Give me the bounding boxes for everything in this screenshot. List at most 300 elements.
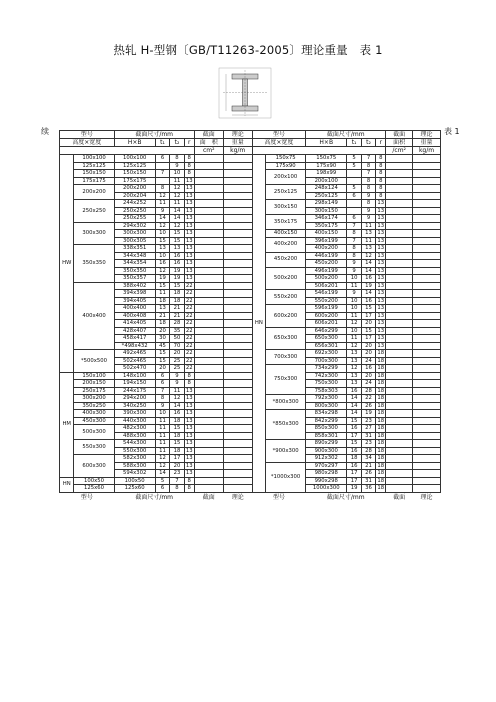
cell: 18 (377, 387, 385, 394)
cell: 26 (361, 402, 375, 410)
cell (194, 477, 223, 485)
cell (223, 372, 252, 380)
cell: 12 (155, 267, 169, 275)
cell (194, 380, 223, 388)
cell (386, 177, 413, 185)
cell: 10 (347, 305, 361, 313)
cell: 18 (377, 440, 385, 446)
cell: 18 (170, 290, 184, 298)
hb-cell: 100x50 (114, 477, 155, 485)
cell: 14 (347, 402, 361, 410)
cell: 20 (155, 365, 169, 373)
cell (413, 372, 441, 380)
cell: 11 (155, 200, 169, 208)
cell (413, 222, 441, 230)
model-cell: 700x300 (266, 350, 306, 365)
cell (413, 335, 441, 343)
cell (413, 170, 441, 178)
model-cell: 350x250 (74, 402, 114, 410)
hb-cell: 596x199 (306, 305, 347, 313)
cell (194, 185, 223, 193)
cell: 13 (377, 320, 385, 326)
hb-cell: 350x350 (114, 267, 155, 275)
cell: 22 (185, 290, 193, 296)
model-cell: 100x100 (74, 155, 114, 163)
cell (223, 245, 252, 253)
cell: 13 (155, 305, 169, 313)
hb-cell: 300x150 (306, 207, 347, 215)
table-row (60, 237, 441, 245)
cell: 13 (377, 267, 385, 274)
hb-cell: 428x407 (114, 327, 155, 335)
cell: 12 (170, 185, 184, 193)
table-row (60, 185, 441, 193)
model-cell: 250x175 (74, 387, 114, 395)
model-cell: 500x200 (266, 267, 306, 290)
cell: 6 (347, 215, 361, 223)
header-cell: kg/m (413, 147, 441, 155)
cell: 13 (170, 245, 184, 253)
cell: 20 (361, 372, 375, 380)
cell: 9 (170, 380, 184, 388)
cell (386, 342, 413, 350)
cell (413, 290, 441, 298)
cell: 24 (361, 380, 375, 388)
cell: 13 (185, 402, 193, 409)
cell (223, 305, 252, 313)
hb-cell: 388x402 (114, 282, 155, 290)
cell: 7 (361, 170, 375, 178)
cell: 8 (376, 162, 386, 170)
model-cell: 350x350 (74, 245, 114, 283)
cell (194, 395, 223, 403)
cell: 12 (170, 395, 184, 403)
cell: 18 (377, 402, 385, 409)
cell (194, 417, 223, 425)
hb-cell: 842x299 (306, 417, 347, 425)
cell (223, 260, 252, 268)
cell (386, 485, 413, 493)
hb-cell: 450x200 (306, 260, 347, 268)
cell (413, 395, 441, 403)
cell: 17 (361, 312, 375, 320)
table-row (60, 192, 441, 200)
cell: 15 (361, 327, 375, 335)
hb-cell: 396x199 (306, 237, 347, 245)
cell: 10 (347, 297, 361, 305)
cell (386, 357, 413, 365)
header-cell: kg/m (223, 147, 252, 155)
hb-cell: 198x99 (306, 170, 347, 178)
table-row (60, 290, 441, 298)
hb-cell: 390x300 (114, 410, 155, 418)
cell: 18 (377, 380, 385, 386)
cell: 10 (170, 170, 184, 178)
header-cell: 面积 (386, 139, 413, 147)
cell (413, 252, 441, 260)
cell: 13 (185, 267, 193, 274)
cell (386, 312, 413, 320)
cell (386, 477, 413, 485)
cell (347, 207, 361, 215)
cell: 11 (155, 290, 169, 298)
hb-cell: 125x60 (114, 485, 155, 493)
footer-cell: 理论 (413, 492, 441, 502)
footer-cell: 型号 (60, 492, 115, 502)
header-row (60, 147, 441, 155)
cell (194, 350, 223, 358)
model-cell: 250x125 (266, 185, 306, 200)
table-row (60, 297, 441, 305)
model-cell: 450x200 (266, 252, 306, 267)
cell (223, 470, 252, 478)
cell (386, 447, 413, 455)
table-row (60, 477, 441, 485)
cell (386, 185, 413, 193)
cell (194, 282, 223, 290)
cell: 13 (361, 245, 375, 253)
cell (413, 282, 441, 290)
cell: 6 (347, 192, 361, 200)
table-row (60, 162, 441, 170)
cell: 13 (185, 432, 193, 439)
cell (413, 477, 441, 485)
cell: 8 (184, 380, 194, 388)
cell: 18 (377, 447, 385, 454)
cell (223, 215, 252, 223)
cell: 8 (376, 192, 386, 200)
hb-cell: 970x297 (306, 462, 347, 470)
cell: 13 (185, 455, 193, 461)
cell: 14 (361, 290, 375, 298)
cell: 16 (170, 410, 184, 418)
cell (386, 387, 413, 395)
table-row (60, 200, 441, 208)
cell: 8 (376, 155, 386, 163)
cell (194, 455, 223, 463)
cell: 9 (347, 267, 361, 275)
page-title: 热轧 H-型钢〔GB/T11263-2005〕理论重量 表 1 (113, 43, 383, 57)
cell: 13 (377, 290, 385, 296)
cell (386, 462, 413, 470)
cell: 13 (185, 207, 193, 214)
cell: 15 (170, 425, 184, 433)
cell: 28 (361, 447, 375, 455)
cell (194, 237, 223, 245)
hb-cell: 200x200 (114, 185, 155, 193)
cell: 12 (347, 365, 361, 373)
cell: 8 (347, 252, 361, 260)
cell: 18 (170, 417, 184, 425)
hb-cell: 858x301 (306, 432, 347, 440)
model-cell: 750x300 (266, 365, 306, 395)
header-cell: t₁ (155, 139, 169, 147)
cell: 6 (155, 155, 169, 163)
hb-cell: 150x75 (306, 155, 347, 163)
cell: 16 (347, 425, 361, 433)
cell: 25 (170, 365, 184, 373)
cell: 11 (170, 387, 184, 395)
hb-cell: 294x200 (114, 395, 155, 403)
table-row (60, 432, 441, 440)
header-cell: 面 积 (194, 139, 223, 147)
cell: 18 (377, 462, 385, 469)
cell (413, 162, 441, 170)
cell (194, 200, 223, 208)
cell: 18 (170, 432, 184, 440)
cell (223, 432, 252, 440)
cell: 8 (184, 372, 194, 380)
cell: 22 (185, 365, 193, 371)
cell: 20 (361, 342, 375, 350)
cell: 19 (155, 275, 169, 283)
cell (194, 357, 223, 365)
cell: 12 (347, 320, 361, 328)
cell (413, 155, 441, 163)
cell: 22 (185, 342, 193, 349)
cell: 13 (185, 410, 193, 416)
model-cell: 150x75 (266, 155, 306, 163)
cell: 15 (170, 237, 184, 245)
cell: 11 (361, 222, 375, 230)
model-cell: 400x200 (266, 237, 306, 252)
series-label: HM (60, 372, 74, 477)
hb-cell: 400x200 (306, 245, 347, 253)
footer-cell: 截面尺寸/mm (114, 492, 194, 502)
hb-cell: 792x300 (306, 395, 347, 403)
cell: 8 (184, 162, 194, 170)
cell (194, 162, 223, 170)
cell: 26 (361, 470, 375, 478)
cell: 10 (155, 230, 169, 238)
cell: 13 (185, 200, 193, 206)
cell (386, 432, 413, 440)
cell: 45 (155, 342, 169, 350)
cell (223, 440, 252, 448)
cell: 16 (361, 275, 375, 283)
series-label: HN (60, 477, 74, 492)
cell: 18 (170, 297, 184, 305)
cell (194, 230, 223, 238)
table-row (60, 230, 441, 238)
cell (223, 402, 252, 410)
table-row (60, 365, 441, 373)
hb-cell: 300x300 (114, 230, 155, 238)
cell: 12 (155, 455, 169, 463)
cell: 15 (155, 350, 169, 358)
cell (413, 440, 441, 448)
model-cell: 125x60 (74, 485, 114, 493)
cell: 13 (185, 237, 193, 244)
table-row (60, 282, 441, 290)
cell: 11 (170, 200, 184, 208)
table-row (60, 485, 441, 493)
cell: 18 (155, 297, 169, 305)
cell (223, 447, 252, 455)
cell (386, 417, 413, 425)
hb-cell: 600x200 (306, 312, 347, 320)
hb-cell: 656x301 (306, 342, 347, 350)
cell (386, 252, 413, 260)
cell: 9 (347, 290, 361, 298)
hb-cell: 990x298 (306, 477, 347, 485)
model-cell: *850x300 (266, 410, 306, 440)
cell (194, 342, 223, 350)
cell (386, 170, 413, 178)
cell (223, 357, 252, 365)
cell (223, 282, 252, 290)
hb-cell: 148x100 (114, 372, 155, 380)
cell: 13 (347, 357, 361, 365)
cell: 17 (347, 432, 361, 440)
cell (155, 162, 169, 170)
header-cell: 重量 (223, 139, 252, 147)
cell: 13 (185, 260, 193, 266)
table-row (60, 387, 441, 395)
cell: 28 (170, 320, 184, 328)
cell (194, 222, 223, 230)
table-row (60, 335, 441, 343)
cell (413, 417, 441, 425)
header-cell: 高度×宽度 (252, 139, 305, 147)
cell: 22 (185, 320, 193, 326)
cell: 18 (347, 455, 361, 463)
cell: 17 (170, 455, 184, 463)
cell (194, 432, 223, 440)
model-cell: 550x300 (74, 440, 114, 455)
hb-cell: 482x300 (114, 425, 155, 433)
table-row (60, 177, 441, 185)
hb-cell: 646x299 (306, 327, 347, 335)
table-row (60, 380, 441, 388)
cell: 22 (185, 350, 193, 356)
weight-table (59, 130, 441, 502)
hb-cell: 244x175 (114, 387, 155, 395)
cell (386, 402, 413, 410)
header-row (60, 131, 441, 139)
cell: 24 (361, 357, 375, 365)
cell (223, 327, 252, 335)
cell: 20 (361, 320, 375, 328)
cell: 18 (377, 350, 385, 356)
hb-cell: 248x124 (306, 185, 347, 193)
cell (194, 470, 223, 478)
hb-cell: 250x250 (114, 207, 155, 215)
model-cell: 450x300 (74, 417, 114, 425)
model-cell: 600x200 (266, 305, 306, 328)
cell (386, 327, 413, 335)
cell: 13 (185, 230, 193, 236)
cell: 22 (185, 335, 193, 341)
cell: 9 (155, 207, 169, 215)
model-cell: *500x500 (74, 350, 114, 373)
cell: 18 (377, 432, 385, 439)
cell: 15 (170, 440, 184, 448)
cell (194, 462, 223, 470)
cell: 9 (361, 207, 375, 215)
cell: 13 (185, 245, 193, 251)
cell: 17 (347, 470, 361, 478)
cell: 21 (361, 462, 375, 470)
cell (347, 200, 361, 208)
cell (413, 455, 441, 463)
model-cell: 200x100 (266, 170, 306, 185)
cell: 17 (361, 335, 375, 343)
hb-cell: 606x201 (306, 320, 347, 328)
cell (413, 462, 441, 470)
cell (347, 170, 361, 178)
cell: 11 (347, 312, 361, 320)
cell: 50 (170, 335, 184, 343)
cell (413, 320, 441, 328)
cell: 25 (170, 357, 184, 365)
cell: 12 (155, 462, 169, 470)
model-cell: 550x200 (266, 290, 306, 305)
hb-cell: 544x300 (114, 440, 155, 448)
table-row (60, 440, 441, 448)
cell (386, 200, 413, 208)
hb-cell: 346x174 (306, 215, 347, 223)
cell (413, 260, 441, 268)
cell: 14 (170, 207, 184, 215)
cell: 11 (155, 440, 169, 448)
model-cell: 400x400 (74, 282, 114, 350)
cell: 8 (184, 485, 194, 493)
cell (386, 192, 413, 200)
cell (194, 447, 223, 455)
cell (223, 267, 252, 275)
cell (223, 425, 252, 433)
cell: 20 (170, 350, 184, 358)
cell (386, 455, 413, 463)
table-row (60, 170, 441, 178)
cell: 13 (185, 470, 193, 476)
cell: 13 (185, 192, 193, 199)
model-cell: 175x175 (74, 177, 114, 185)
hb-cell: 100x100 (114, 155, 155, 163)
hb-cell: 244x252 (114, 200, 155, 208)
cell: 31 (361, 477, 375, 485)
cell: 18 (377, 470, 385, 476)
cell: 13 (377, 207, 385, 214)
cell: 7 (155, 170, 169, 178)
cell (194, 485, 223, 493)
cell: 15 (347, 440, 361, 448)
table-row (60, 402, 441, 410)
cell: 16 (361, 297, 375, 305)
cell: 10 (155, 252, 169, 260)
cell: 22 (361, 395, 375, 403)
cell (223, 185, 252, 193)
hb-cell: 546x199 (306, 290, 347, 298)
hb-cell: 492x465 (114, 350, 155, 358)
cell (413, 470, 441, 478)
model-cell: 500x300 (74, 425, 114, 440)
cell (223, 312, 252, 320)
footer-row (60, 492, 441, 502)
hb-cell: 650x300 (306, 335, 347, 343)
cell: 18 (377, 395, 385, 401)
table-row (60, 417, 441, 425)
cell (194, 335, 223, 343)
cell: 14 (170, 215, 184, 223)
hb-cell: 900x300 (306, 447, 347, 455)
cell (223, 162, 252, 170)
hb-cell: 800x300 (306, 402, 347, 410)
hb-cell: 350x175 (306, 222, 347, 230)
cell: 20 (170, 462, 184, 470)
cell (194, 260, 223, 268)
